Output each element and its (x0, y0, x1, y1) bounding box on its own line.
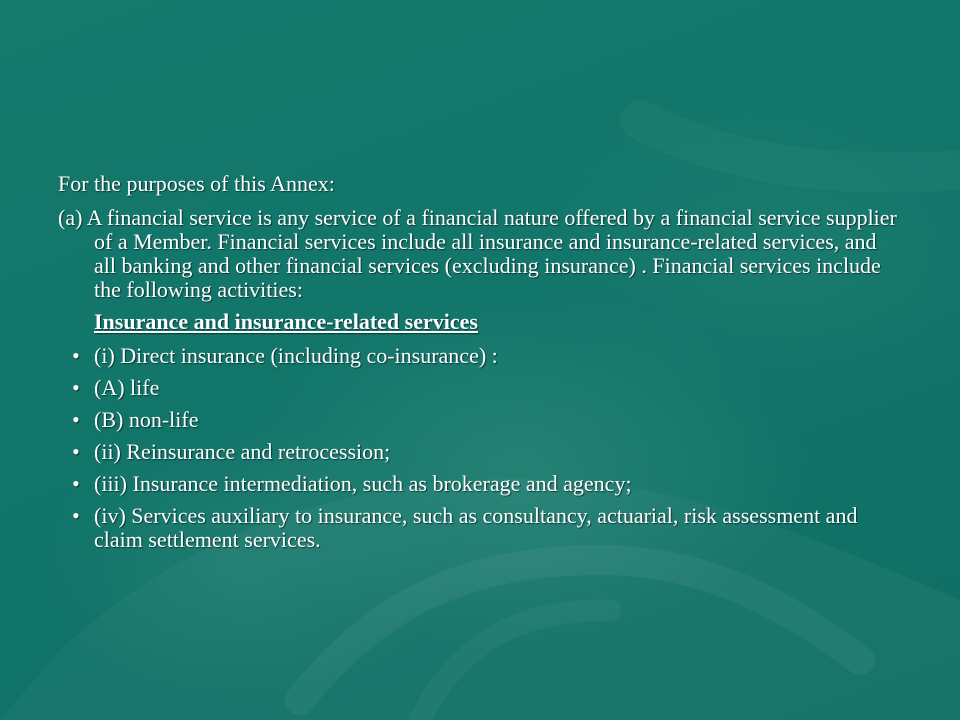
list-item (58, 408, 898, 432)
list-item-text: (iii) Insurance intermediation, such as brokerage and agency; (94, 471, 632, 496)
bullet-icon: • (72, 343, 80, 368)
list-item-text: (ii) Reinsurance and retrocession; (94, 439, 391, 464)
definition-paragraph: (a) A financial service is any service of a financial nature offered by a financial service supplier of a Member. Financial services include all insurance and insurance-related services, and all banking and other financial services (excluding insurance) . Financial services include the following activities: (58, 205, 897, 302)
section-subheading: Insurance and insurance-related services (94, 309, 478, 334)
list-item (58, 472, 898, 496)
bullet-icon: • (72, 503, 80, 528)
list-item-text: (B) non-life (94, 407, 199, 432)
list-item (58, 440, 898, 464)
intro-text: For the purposes of this Annex: (58, 171, 335, 196)
list-item-text: (A) life (94, 375, 160, 400)
bullet-icon: • (72, 471, 80, 496)
list-item-text: (i) Direct insurance (including co-insurance) : (94, 343, 498, 368)
list-item (58, 376, 898, 400)
list-item (58, 344, 898, 368)
slide-body (58, 172, 898, 560)
bullet-list (58, 344, 898, 552)
bullet-icon: • (72, 439, 80, 464)
bullet-icon: • (72, 375, 80, 400)
list-item (58, 504, 898, 552)
bullet-icon: • (72, 407, 80, 432)
list-item-text: (iv) Services auxiliary to insurance, such as consultancy, actuarial, risk assessment and claim settlement services. (94, 503, 858, 552)
